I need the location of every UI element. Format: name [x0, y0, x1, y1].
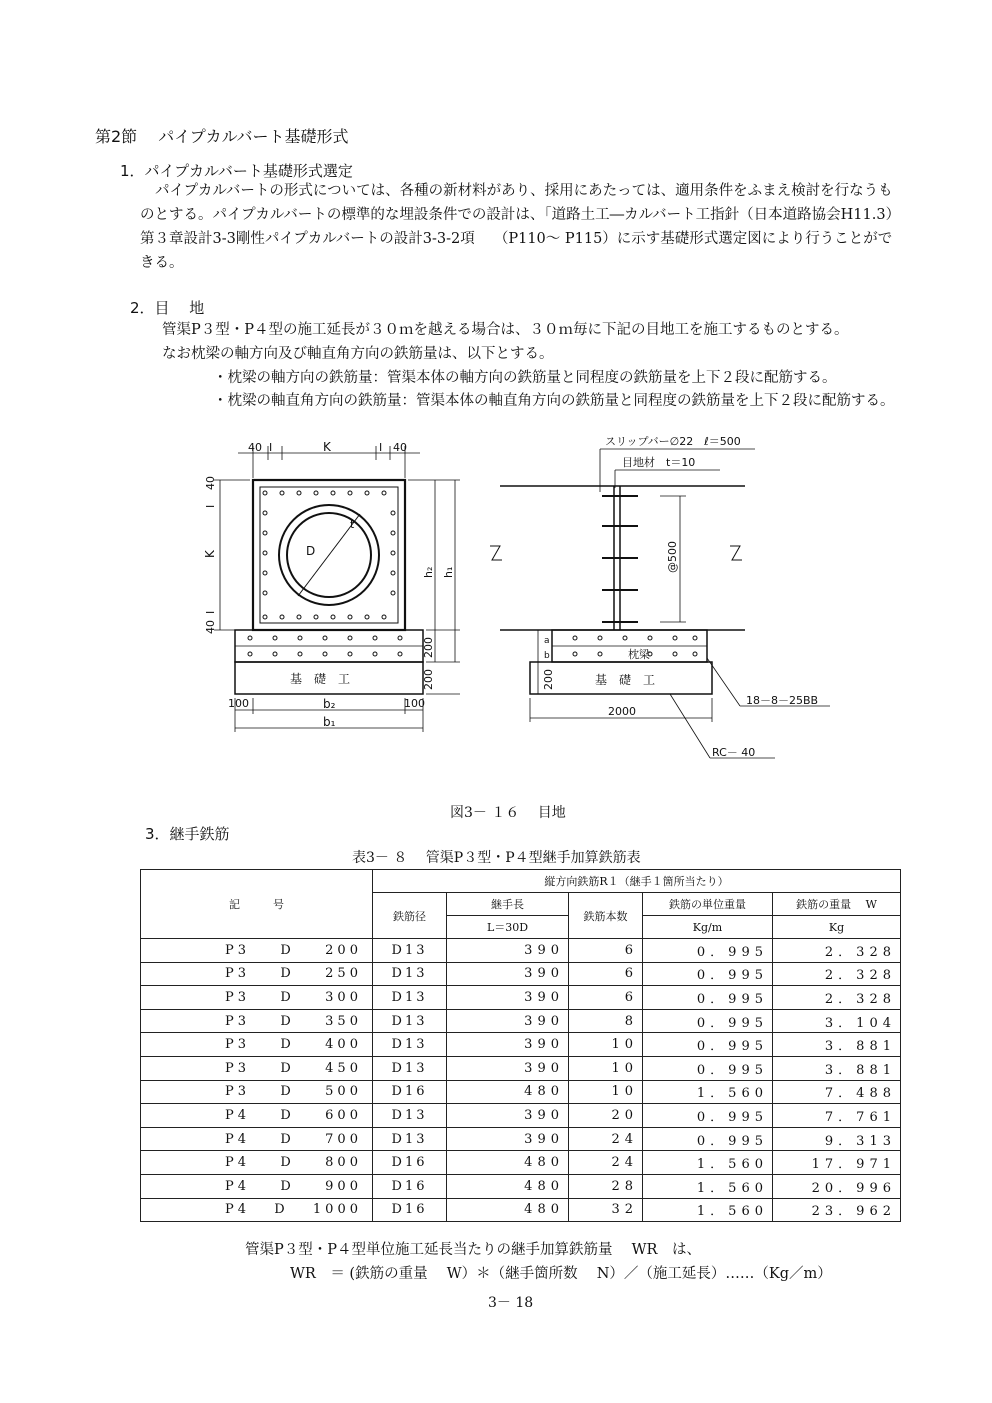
cell-symbol: [141, 986, 373, 1010]
cell-uw: 0．995: [643, 962, 773, 986]
cell-len: 480: [447, 1080, 569, 1104]
footer-line-1: 管渠P３型・P４型単位施工延長当たりの継手加算鉄筋量 WR は、: [245, 1242, 701, 1258]
cell-w: 2．328: [773, 986, 901, 1010]
side-view: [490, 449, 830, 758]
table-row: [141, 1033, 901, 1057]
cell-n: 20: [569, 1104, 643, 1128]
symbol-type: P3: [225, 966, 251, 982]
section-title: 第2節 パイプカルバート基礎形式: [95, 127, 349, 146]
sub1-line-3: 第３章設計3-3剛性パイプカルバートの設計3-3-2項 （P110～ P115）に示す基礎形式選定図により行うことがで: [140, 231, 893, 247]
cell-len: 390: [447, 1033, 569, 1057]
symbol-type: P4: [225, 1107, 251, 1123]
cell-w: 7．488: [773, 1080, 901, 1104]
symbol-size: 900: [325, 1178, 362, 1194]
symbol-size: 400: [325, 1037, 362, 1053]
b2-label: b₂: [323, 697, 336, 711]
symbol-type: P3: [225, 1084, 251, 1100]
subsection-2-title: 2．目 地: [130, 299, 205, 317]
col-weight-unit: Kg: [773, 916, 901, 939]
symbol-size: 300: [325, 989, 362, 1005]
cell-n: 28: [569, 1174, 643, 1198]
table-row: [141, 1198, 901, 1222]
symbol-d: D: [280, 942, 295, 958]
cell-n: 6: [569, 962, 643, 986]
cell-n: 10: [569, 1080, 643, 1104]
cell-dia: D13: [373, 1104, 447, 1128]
cell-len: 390: [447, 1104, 569, 1128]
cell-w: 3．881: [773, 1056, 901, 1080]
dim-top-40-left: 40: [248, 441, 262, 454]
cell-uw: 0．995: [643, 986, 773, 1010]
cell-len: 390: [447, 962, 569, 986]
width-2000-label: 2000: [608, 705, 636, 718]
col-symbol-header: 記 号: [141, 870, 373, 939]
sub2-line-2: なお枕梁の軸方向及び軸直角方向の鉄筋量は、以下とする。: [162, 346, 554, 362]
sub1-line-1: パイプカルバートの形式については、各種の新材料があり、採用にあたっては、適用条件をふまえ検討を行なうも: [155, 183, 893, 199]
subsection-3-title: 3．継手鉄筋: [145, 825, 230, 843]
beam-marker-a: a: [544, 636, 550, 646]
symbol-type: P3: [225, 942, 251, 958]
table-row: [141, 1009, 901, 1033]
symbol-type: P4: [225, 1202, 251, 1218]
cell-symbol: [141, 1174, 373, 1198]
symbol-d: D: [280, 1178, 295, 1194]
cell-n: 6: [569, 939, 643, 963]
sub2-bullet-2: ・枕梁の軸直角方向の鉄筋量：管渠本体の軸直角方向の鉄筋量と同程度の鉄筋量を上下２段に配筋する。: [213, 393, 895, 409]
symbol-d: D: [280, 1060, 295, 1076]
table-row: [141, 986, 901, 1010]
dim-left-40-top: 40: [204, 476, 217, 490]
cell-dia: D16: [373, 1080, 447, 1104]
b1-label: b₁: [323, 715, 336, 729]
cell-symbol: [141, 1104, 373, 1128]
cell-w: 9．313: [773, 1127, 901, 1151]
h2-label: h₂: [422, 566, 435, 578]
sub2-bullet-1: ・枕梁の軸方向の鉄筋量：管渠本体の軸方向の鉄筋量と同程度の鉄筋量を上下２段に配筋する。: [213, 370, 837, 386]
cell-len: 480: [447, 1198, 569, 1222]
joint-detail-figure: [190, 418, 850, 798]
cell-n: 24: [569, 1127, 643, 1151]
symbol-size: 700: [325, 1131, 362, 1147]
cell-len: 480: [447, 1174, 569, 1198]
col-len-header: 継手長: [447, 893, 569, 916]
cell-n: 24: [569, 1151, 643, 1175]
symbol-type: P4: [225, 1178, 251, 1194]
symbol-size: 450: [325, 1060, 362, 1076]
symbol-size: 200: [325, 942, 362, 958]
symbol-type: P3: [225, 989, 251, 1005]
col-weight-header: 鉄筋の重量 W: [773, 893, 901, 916]
cell-dia: D16: [373, 1198, 447, 1222]
symbol-d: D: [280, 989, 295, 1005]
cell-n: 6: [569, 986, 643, 1010]
beam-marker-b: b: [544, 651, 550, 661]
cell-len: 390: [447, 1056, 569, 1080]
cell-n: 10: [569, 1056, 643, 1080]
table-row: [141, 1151, 901, 1175]
symbol-size: 250: [325, 966, 362, 982]
dim-left-i-bottom: I: [204, 610, 217, 614]
foundation-label-left: 基 礎 工: [290, 672, 351, 686]
symbol-size: 800: [325, 1155, 362, 1171]
dim-100-left: 100: [228, 697, 249, 710]
col-len-subheader: L＝30D: [447, 916, 569, 939]
figure-caption: 図3－ １６ 目地: [450, 805, 566, 821]
symbol-size: 1000: [312, 1202, 362, 1218]
rebar-dots: [248, 491, 402, 656]
table-header-row-1: [141, 870, 901, 893]
dim-left-i-top: I: [204, 504, 217, 508]
cell-symbol: [141, 1198, 373, 1222]
cell-w: 3．104: [773, 1009, 901, 1033]
cell-uw: 0．995: [643, 1104, 773, 1128]
cell-w: 17．971: [773, 1151, 901, 1175]
symbol-d: D: [280, 1107, 295, 1123]
cell-len: 390: [447, 939, 569, 963]
page-number: 3－ 18: [488, 1295, 534, 1311]
col-unit-weight-unit: Kg/m: [643, 916, 773, 939]
footer-formula: WR ＝ (鉄筋の重量 W）＊（継手箇所数 N）／（施工延長）……（Kg／m）: [290, 1266, 832, 1282]
symbol-type: P4: [225, 1131, 251, 1147]
cell-symbol: [141, 1009, 373, 1033]
symbol-size: 500: [325, 1084, 362, 1100]
cell-len: 390: [447, 1009, 569, 1033]
symbol-d: D: [280, 1084, 295, 1100]
slip-bar-label: スリップバー∅22 ℓ＝500: [605, 435, 741, 448]
symbol-d: D: [280, 1155, 295, 1171]
cell-dia: D13: [373, 939, 447, 963]
col-unit-weight-header: 鉄筋の単位重量: [643, 893, 773, 916]
pipe-t-label: t: [350, 518, 355, 531]
symbol-d: D: [280, 1037, 295, 1053]
mesh-label: 18－8－25BB: [746, 694, 819, 707]
dim-200-beam: 200: [422, 637, 435, 658]
table-row: [141, 1174, 901, 1198]
table-row: [141, 1127, 901, 1151]
cell-w: 2．328: [773, 962, 901, 986]
dim-100-right: 100: [404, 697, 425, 710]
sub1-line-4: きる。: [140, 255, 184, 271]
joint-material-label: 目地材 t＝10: [622, 456, 696, 469]
cell-w: 3．881: [773, 1033, 901, 1057]
cell-dia: D16: [373, 1174, 447, 1198]
cell-uw: 0．995: [643, 1056, 773, 1080]
symbol-type: P3: [225, 1037, 251, 1053]
cell-uw: 0．995: [643, 1009, 773, 1033]
cell-w: 23．962: [773, 1198, 901, 1222]
table-row: [141, 1056, 901, 1080]
symbol-type: P3: [225, 1013, 251, 1029]
pipe-d-label: D: [306, 544, 316, 558]
symbol-type: P4: [225, 1155, 251, 1171]
cell-uw: 0．995: [643, 939, 773, 963]
cell-symbol: [141, 1080, 373, 1104]
dim-top-40-right: 40: [393, 441, 407, 454]
cell-dia: D13: [373, 962, 447, 986]
symbol-d: D: [280, 966, 295, 982]
cell-uw: 0．995: [643, 1127, 773, 1151]
cell-n: 8: [569, 1009, 643, 1033]
spacing-500-label: @500: [666, 541, 679, 573]
cell-symbol: [141, 1033, 373, 1057]
symbol-type: P3: [225, 1060, 251, 1076]
cell-dia: D13: [373, 1009, 447, 1033]
dim-left-40-bottom: 40: [204, 620, 217, 634]
cell-symbol: [141, 962, 373, 986]
h1-label: h₁: [442, 566, 455, 578]
cell-symbol: [141, 1056, 373, 1080]
col-dia-header: 鉄筋径: [373, 893, 447, 939]
cell-w: 2．328: [773, 939, 901, 963]
dim-200-foundation: 200: [422, 669, 435, 690]
symbol-size: 350: [325, 1013, 362, 1029]
makurabari-label: 枕梁: [628, 648, 650, 661]
symbol-d: D: [274, 1202, 289, 1218]
symbol-d: D: [280, 1131, 295, 1147]
rc40-label: RC－ 40: [712, 746, 756, 759]
cell-uw: 1．560: [643, 1174, 773, 1198]
table-row: [141, 939, 901, 963]
table-row: [141, 1080, 901, 1104]
cell-uw: 1．560: [643, 1198, 773, 1222]
table-row: [141, 1104, 901, 1128]
cell-dia: D13: [373, 1056, 447, 1080]
cell-symbol: [141, 939, 373, 963]
foundation-label-right: 基 礎 工: [595, 673, 656, 687]
cell-n: 32: [569, 1198, 643, 1222]
cell-dia: D13: [373, 986, 447, 1010]
cell-w: 20．996: [773, 1174, 901, 1198]
cell-len: 390: [447, 986, 569, 1010]
symbol-d: D: [280, 1013, 295, 1029]
sub1-line-2: のとする。パイプカルバートの標準的な埋設条件での設計は、「道路土工―カルバート工指針（日本道路協会H11.3）: [140, 207, 901, 223]
rebar-table: [140, 869, 901, 1222]
cell-len: 390: [447, 1127, 569, 1151]
cell-w: 7．761: [773, 1104, 901, 1128]
cell-len: 480: [447, 1151, 569, 1175]
table-caption: 表3－ ８ 管渠P３型・P４型継手加算鉄筋表: [352, 850, 641, 866]
cell-dia: D16: [373, 1151, 447, 1175]
cell-uw: 1．560: [643, 1151, 773, 1175]
symbol-size: 600: [325, 1107, 362, 1123]
dim-top-k: K: [323, 440, 331, 454]
group-header: 縦方向鉄筋R１（継手１箇所当たり）: [373, 870, 901, 893]
subsection-1-title: 1．パイプカルバート基礎形式選定: [120, 162, 353, 180]
table-row: [141, 962, 901, 986]
cell-symbol: [141, 1127, 373, 1151]
cell-symbol: [141, 1151, 373, 1175]
cell-uw: 1．560: [643, 1080, 773, 1104]
sub2-line-1: 管渠P３型・P４型の施工延長が３０ｍを越える場合は、３０ｍ毎に下記の目地工を施工するものとする。: [162, 322, 849, 338]
cell-uw: 0．995: [643, 1033, 773, 1057]
col-count-header: 鉄筋本数: [569, 893, 643, 939]
dim-left-k: K: [203, 550, 217, 558]
cell-dia: D13: [373, 1127, 447, 1151]
cell-dia: D13: [373, 1033, 447, 1057]
cell-n: 10: [569, 1033, 643, 1057]
dim-200-side: 200: [542, 669, 555, 690]
dim-top-i-right: I: [379, 441, 383, 454]
dim-top-i-left: I: [269, 441, 273, 454]
